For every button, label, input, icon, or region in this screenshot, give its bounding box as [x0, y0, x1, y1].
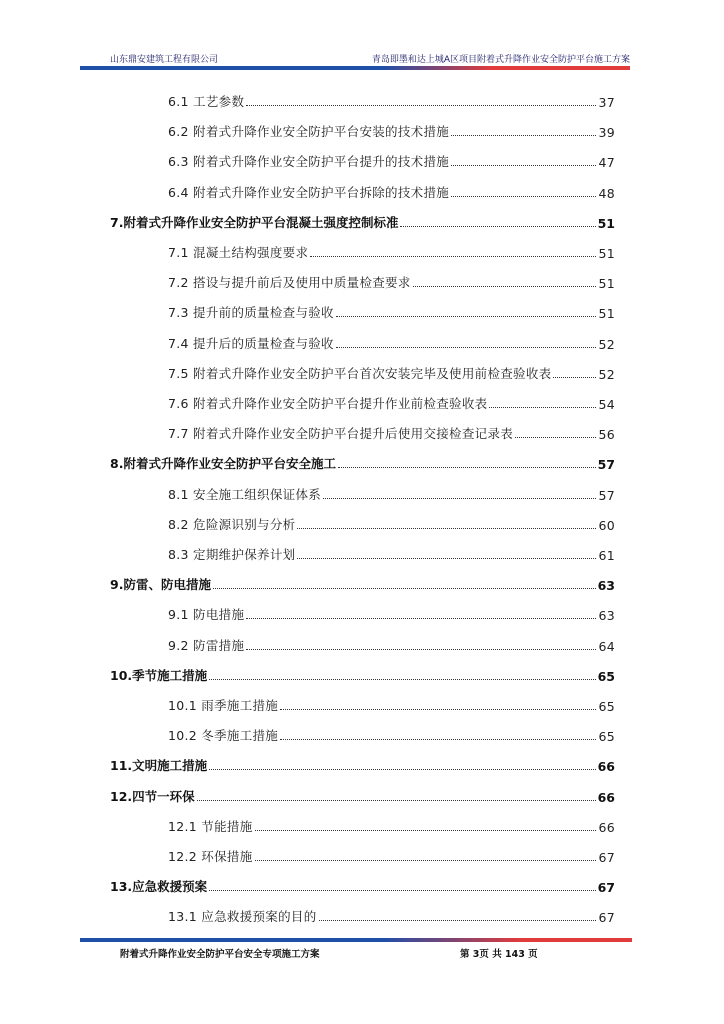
toc-dot-leader: [336, 346, 597, 348]
toc-entry-title: 11.文明施工措施: [110, 758, 208, 774]
toc-entry-title: 9.2 防雷措施: [168, 637, 245, 653]
toc-entry-title: 12.1 节能措施: [168, 818, 253, 834]
footer-document-title: 附着式升降作业安全防护平台安全专项施工方案: [120, 949, 320, 960]
toc-entry-page: 37: [598, 95, 615, 110]
toc-dot-leader: [213, 587, 596, 589]
toc-entry-title: 7.5 附着式升降作业安全防护平台首次安装完毕及使用前检查验收表: [168, 365, 552, 381]
toc-entry-title: 9.防雷、防电措施: [110, 577, 211, 593]
toc-dot-leader: [297, 557, 596, 559]
toc-entry-title: 8.附着式升降作业安全防护平台安全施工: [110, 456, 336, 472]
toc-dot-leader: [451, 134, 596, 136]
toc-dot-leader: [413, 285, 597, 287]
toc-section-entry[interactable]: [168, 392, 615, 412]
toc-entry-title: 8.1 安全施工组织保证体系: [168, 486, 322, 502]
toc-entry-page: 51: [598, 246, 615, 261]
toc-dot-leader: [197, 799, 596, 801]
toc-section-entry[interactable]: [168, 120, 615, 140]
toc-dot-leader: [209, 889, 595, 891]
toc-dot-leader: [280, 708, 596, 710]
toc-entry-page: 65: [598, 699, 615, 714]
toc-entry-page: 57: [597, 457, 615, 473]
toc-dot-leader: [280, 738, 596, 740]
toc-dot-leader: [400, 225, 595, 227]
toc-dot-leader: [489, 406, 596, 408]
header-company: 山东鼎安建筑工程有限公司: [110, 55, 219, 65]
toc-entry-page: 48: [598, 185, 615, 201]
toc-entry-title: 6.3 附着式升降作业安全防护平台提升的技术措施: [168, 154, 450, 170]
toc-entry-page: 63: [598, 608, 615, 624]
toc-dot-leader: [246, 648, 596, 650]
toc-entry-page: 65: [597, 668, 615, 684]
toc-entry-page: 52: [598, 366, 615, 382]
toc-entry-page: 47: [598, 155, 615, 171]
toc-entry-title: 7.2 搭设与提升前后及使用中质量检查要求: [168, 275, 411, 291]
toc-entry-page: 67: [598, 850, 615, 865]
toc-entry-page: 66: [597, 789, 615, 805]
toc-entry-page: 64: [598, 638, 615, 654]
toc-dot-leader: [319, 919, 597, 921]
toc-entry-title: 7.6 附着式升降作业安全防护平台提升作业前检查验收表: [168, 396, 488, 411]
toc-dot-leader: [297, 527, 596, 529]
toc-section-entry[interactable]: [168, 241, 615, 261]
toc-dot-leader: [451, 164, 596, 166]
toc-entry-title: 8.2 危险源识别与分析: [168, 516, 296, 532]
toc-entry-title: 6.1 工艺参数: [168, 94, 245, 109]
toc-dot-leader: [255, 859, 597, 861]
toc-dot-leader: [255, 829, 597, 831]
toc-entry-title: 10.2 冬季施工措施: [168, 728, 279, 744]
toc-chapter-entry[interactable]: [110, 452, 615, 472]
toc-dot-leader: [323, 497, 596, 499]
toc-section-entry[interactable]: [168, 905, 615, 925]
toc-chapter-entry[interactable]: [110, 573, 615, 593]
toc-section-entry[interactable]: [168, 332, 615, 352]
toc-section-entry[interactable]: [168, 634, 615, 654]
toc-dot-leader: [209, 678, 595, 680]
toc-chapter-entry[interactable]: [110, 664, 615, 684]
toc-section-entry[interactable]: [168, 301, 615, 321]
toc-entry-page: 63: [597, 578, 615, 594]
toc-entry-page: 65: [598, 729, 615, 745]
toc-section-entry[interactable]: [168, 543, 615, 563]
toc-entry-page: 51: [598, 306, 615, 322]
toc-entry-page: 61: [598, 548, 615, 563]
toc-entry-title: 8.3 定期维护保养计划: [168, 547, 296, 562]
toc-dot-leader: [246, 617, 596, 619]
toc-entry-page: 39: [598, 125, 615, 141]
toc-entry-title: 9.1 防电措施: [168, 607, 245, 623]
toc-dot-leader: [338, 466, 596, 468]
toc-entry-page: 54: [598, 397, 615, 412]
toc-dot-leader: [246, 104, 596, 106]
toc-entry-page: 51: [598, 276, 615, 292]
toc-section-entry[interactable]: [168, 845, 615, 865]
toc-entry-title: 7.4 提升后的质量检查与验收: [168, 335, 334, 351]
toc-section-entry[interactable]: [168, 724, 615, 744]
toc-chapter-entry[interactable]: [110, 785, 615, 805]
toc-entry-title: 10.季节施工措施: [110, 667, 208, 683]
toc-section-entry[interactable]: [168, 603, 615, 623]
toc-entry-page: 66: [597, 759, 615, 775]
toc-section-entry[interactable]: [168, 181, 615, 201]
toc-chapter-entry[interactable]: [110, 875, 615, 895]
toc-dot-leader: [209, 768, 595, 770]
toc-entry-page: 56: [598, 427, 615, 443]
toc-section-entry[interactable]: [168, 483, 615, 503]
toc-entry-title: 12.四节一环保: [110, 788, 195, 804]
toc-entry-page: 51: [597, 215, 615, 231]
toc-entry-page: 57: [598, 487, 615, 503]
toc-entry-title: 6.2 附着式升降作业安全防护平台安装的技术措施: [168, 124, 450, 140]
toc-section-entry[interactable]: [168, 422, 615, 442]
toc-dot-leader: [515, 436, 596, 438]
toc-entry-title: 6.4 附着式升降作业安全防护平台拆除的技术措施: [168, 184, 450, 200]
toc-chapter-entry[interactable]: [110, 754, 615, 774]
toc-section-entry[interactable]: [168, 90, 615, 110]
toc-section-entry[interactable]: [168, 513, 615, 533]
toc-entry-title: 13.1 应急救援预案的目的: [168, 909, 317, 925]
toc-section-entry[interactable]: [168, 815, 615, 835]
footer-page-number: 第 3页 共 143 页: [460, 949, 538, 960]
toc-entry-title: 10.1 雨季施工措施: [168, 698, 279, 713]
header-project-title: 青岛即墨和达上城A区项目附着式升降作业安全防护平台施工方案: [371, 55, 630, 65]
toc-entry-page: 66: [598, 819, 615, 835]
toc-section-entry[interactable]: [168, 362, 615, 382]
header-rule: [80, 66, 630, 70]
toc-dot-leader: [553, 376, 596, 378]
toc-entry-page: 52: [598, 336, 615, 352]
toc-entry-title: 7.附着式升降作业安全防护平台混凝土强度控制标准: [110, 214, 399, 230]
footer-rule: [80, 938, 632, 942]
toc-entry-page: 67: [597, 880, 615, 896]
toc-dot-leader: [310, 255, 596, 257]
toc-section-entry[interactable]: [168, 150, 615, 170]
toc-dot-leader: [336, 315, 597, 317]
toc-entry-page: 67: [598, 910, 615, 926]
toc-entry-page: 60: [598, 517, 615, 533]
toc-chapter-entry[interactable]: [110, 211, 615, 231]
toc-entry-title: 13.应急救援预案: [110, 879, 208, 895]
toc-entry-title: 7.1 混凝土结构强度要求: [168, 245, 309, 260]
toc-entry-title: 7.3 提升前的质量检查与验收: [168, 305, 334, 321]
toc-entry-title: 12.2 环保措施: [168, 849, 253, 864]
toc-section-entry[interactable]: [168, 694, 615, 714]
toc-dot-leader: [451, 195, 596, 197]
toc-section-entry[interactable]: [168, 271, 615, 291]
toc-entry-title: 7.7 附着式升降作业安全防护平台提升后使用交接检查记录表: [168, 426, 514, 442]
